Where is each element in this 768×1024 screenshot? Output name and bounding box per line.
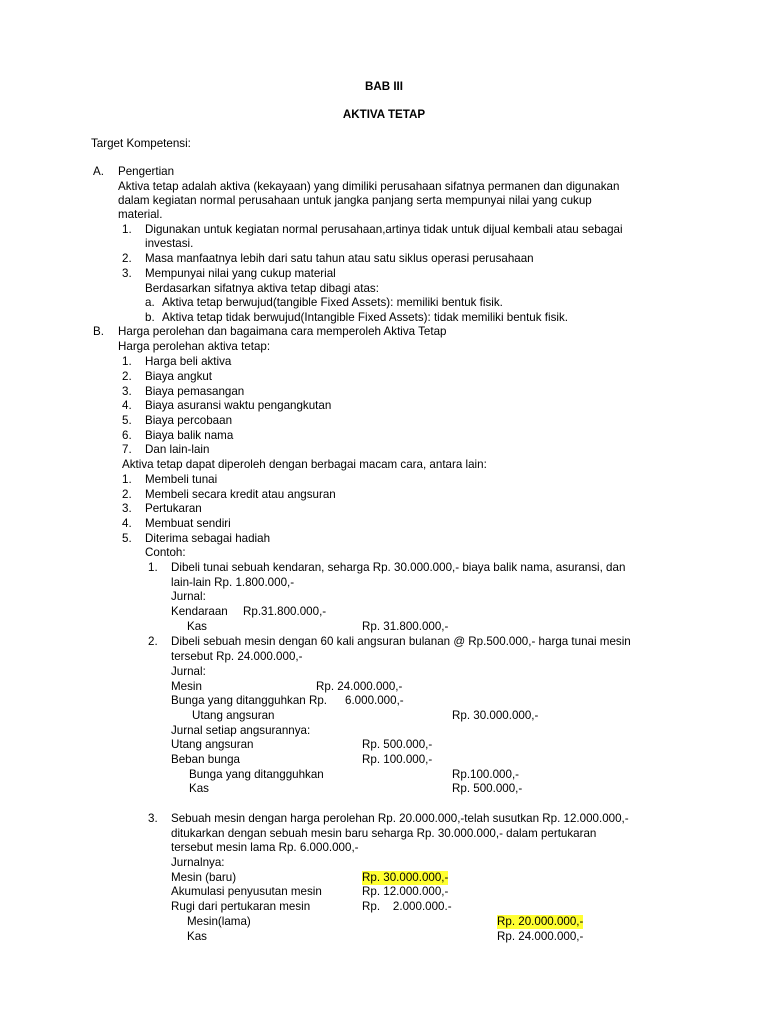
journal-credit: Rp. 30.000.000,- xyxy=(452,709,539,722)
list-number: 3. xyxy=(122,385,132,398)
journal-label: Jurnalnya: xyxy=(171,856,225,869)
list-number: 4. xyxy=(122,399,132,412)
cost-item: Biaya asuransi waktu pengangkutan xyxy=(145,399,332,412)
definition-line: Aktiva tetap adalah aktiva (kekayaan) yang dimiliki perusahaan sifatnya permanen dan digunakan xyxy=(118,180,620,193)
journal-debit: 6.000.000,- xyxy=(345,694,404,707)
section-b-heading: Harga perolehan dan bagaimana cara memperoleh Aktiva Tetap xyxy=(118,325,447,338)
example-text: Dibeli sebuah mesin dengan 60 kali angsuran bulanan @ Rp.500.000,- harga tunai mesin xyxy=(171,635,631,648)
method-item: Membuat sendiri xyxy=(145,517,231,530)
cost-item: Biaya pemasangan xyxy=(145,385,245,398)
example-text: ditukarkan dengan sebuah mesin baru seharga Rp. 30.000.000,- dalam pertukaran xyxy=(171,827,597,840)
journal-debit: Rp. 12.000.000,- xyxy=(362,885,449,898)
list-number: 5. xyxy=(122,532,132,545)
example-text: lain-lain Rp. 1.800.000,- xyxy=(171,576,295,589)
method-item: Pertukaran xyxy=(145,502,202,515)
list-number: 2. xyxy=(122,370,132,383)
sub-letter: a. xyxy=(145,296,155,309)
example-number: 2. xyxy=(148,635,158,648)
example-heading: Contoh: xyxy=(145,546,186,559)
journal-debit-highlighted: Rp. 30.000.000,- xyxy=(362,871,449,884)
journal-label: Jurnal: xyxy=(171,590,206,603)
journal-credit-highlighted: Rp. 20.000.000,- xyxy=(497,915,584,928)
classification-intro: Berdasarkan sifatnya aktiva tetap dibagi atas: xyxy=(145,282,379,295)
method-item: Membeli tunai xyxy=(145,473,218,486)
example-text: Dibeli tunai sebuah kendaran, seharga Rp. 30.000.000,- biaya balik nama, asuransi, dan xyxy=(171,561,626,574)
journal-account: Mesin(lama) xyxy=(187,915,251,928)
journal-account: Kas xyxy=(189,782,209,795)
journal-account: Akumulasi penyusutan mesin xyxy=(171,885,322,898)
cost-item: Biaya percobaan xyxy=(145,414,233,427)
list-number: 4. xyxy=(122,517,132,530)
journal-credit: Rp. 500.000,- xyxy=(452,782,523,795)
list-number: 5. xyxy=(122,414,132,427)
journal-debit: Rp. 24.000.000,- xyxy=(316,680,403,693)
example-number: 3. xyxy=(148,812,158,825)
list-item: Mempunyai nilai yang cukup material xyxy=(145,267,336,280)
chapter-subtitle: AKTIVA TETAP xyxy=(342,108,426,121)
chapter-title: BAB III xyxy=(364,80,403,93)
journal-account: Rugi dari pertukaran mesin xyxy=(171,900,311,913)
journal-account: Bunga yang ditangguhkan Rp. xyxy=(171,694,327,707)
journal-credit: Rp. 31.800.000,- xyxy=(362,620,449,633)
list-number: 3. xyxy=(122,502,132,515)
section-a-marker: A. xyxy=(93,165,104,178)
journal-account: Beban bunga xyxy=(171,753,240,766)
target-heading: Target Kompetensi: xyxy=(91,137,191,150)
list-item: Masa manfaatnya lebih dari satu tahun atau satu siklus operasi perusahaan xyxy=(145,252,534,265)
journal-account: Utang angsuran xyxy=(192,709,275,722)
list-number: 2. xyxy=(122,488,132,501)
journal-account: Mesin xyxy=(171,680,202,693)
list-number: 6. xyxy=(122,429,132,442)
cost-item: Dan lain-lain xyxy=(145,443,210,456)
journal-label: Jurnal: xyxy=(171,665,206,678)
example-number: 1. xyxy=(148,561,158,574)
journal-account: Mesin (baru) xyxy=(171,871,237,884)
sub-item: Aktiva tetap berwujud(tangible Fixed Assets): memiliki bentuk fisik. xyxy=(162,296,503,309)
list-number: 1. xyxy=(122,355,132,368)
sub-item: Aktiva tetap tidak berwujud(Intangible Fixed Assets): tidak memiliki bentuk fisik. xyxy=(162,311,568,324)
list-item-cont: investasi. xyxy=(145,237,194,250)
method-item: Diterima sebagai hadiah xyxy=(145,532,271,545)
list-number: 1. xyxy=(122,473,132,486)
journal-label: Jurnal setiap angsurannya: xyxy=(171,724,311,737)
journal-debit: Rp. 500.000,- xyxy=(362,738,433,751)
methods-intro: Aktiva tetap dapat diperoleh dengan berbagai macam cara, antara lain: xyxy=(122,458,487,471)
journal-account: Bunga yang ditangguhkan xyxy=(189,768,324,781)
example-text: tersebut Rp. 24.000.000,- xyxy=(171,650,303,663)
cost-item: Biaya angkut xyxy=(145,370,213,383)
journal-account: Kendaraan xyxy=(171,605,228,618)
journal-credit: Rp. 24.000.000,- xyxy=(497,930,584,943)
journal-debit: Rp. 2.000.000.- xyxy=(362,900,452,913)
journal-credit: Rp.100.000,- xyxy=(452,768,520,781)
journal-debit: Rp.31.800.000,- xyxy=(243,605,327,618)
section-a-heading: Pengertian xyxy=(118,165,175,178)
journal-account: Utang angsuran xyxy=(171,738,254,751)
list-number: 2. xyxy=(122,252,132,265)
journal-account: Kas xyxy=(187,620,207,633)
example-text: tersebut mesin lama Rp. 6.000.000,- xyxy=(171,841,359,854)
list-number: 7. xyxy=(122,443,132,456)
journal-account: Kas xyxy=(187,930,207,943)
sub-letter: b. xyxy=(145,311,155,324)
method-item: Membeli secara kredit atau angsuran xyxy=(145,488,336,501)
list-number: 3. xyxy=(122,267,132,280)
section-b-marker: B. xyxy=(93,325,104,338)
example-text: Sebuah mesin dengan harga perolehan Rp. 20.000.000,-telah susutkan Rp. 12.000.000,- xyxy=(171,812,629,825)
cost-item: Biaya balik nama xyxy=(145,429,234,442)
cost-item: Harga beli aktiva xyxy=(145,355,232,368)
journal-debit: Rp. 100.000,- xyxy=(362,753,433,766)
definition-line: dalam kegiatan normal perusahaan untuk jangka panjang serta mempunyai nilai yang cukup xyxy=(118,194,592,207)
cost-intro: Harga perolehan aktiva tetap: xyxy=(118,340,271,353)
definition-line: material. xyxy=(118,208,163,221)
list-number: 1. xyxy=(122,223,132,236)
list-item: Digunakan untuk kegiatan normal perusahaan,artinya tidak untuk dijual kembali atau sebagai xyxy=(145,223,623,236)
